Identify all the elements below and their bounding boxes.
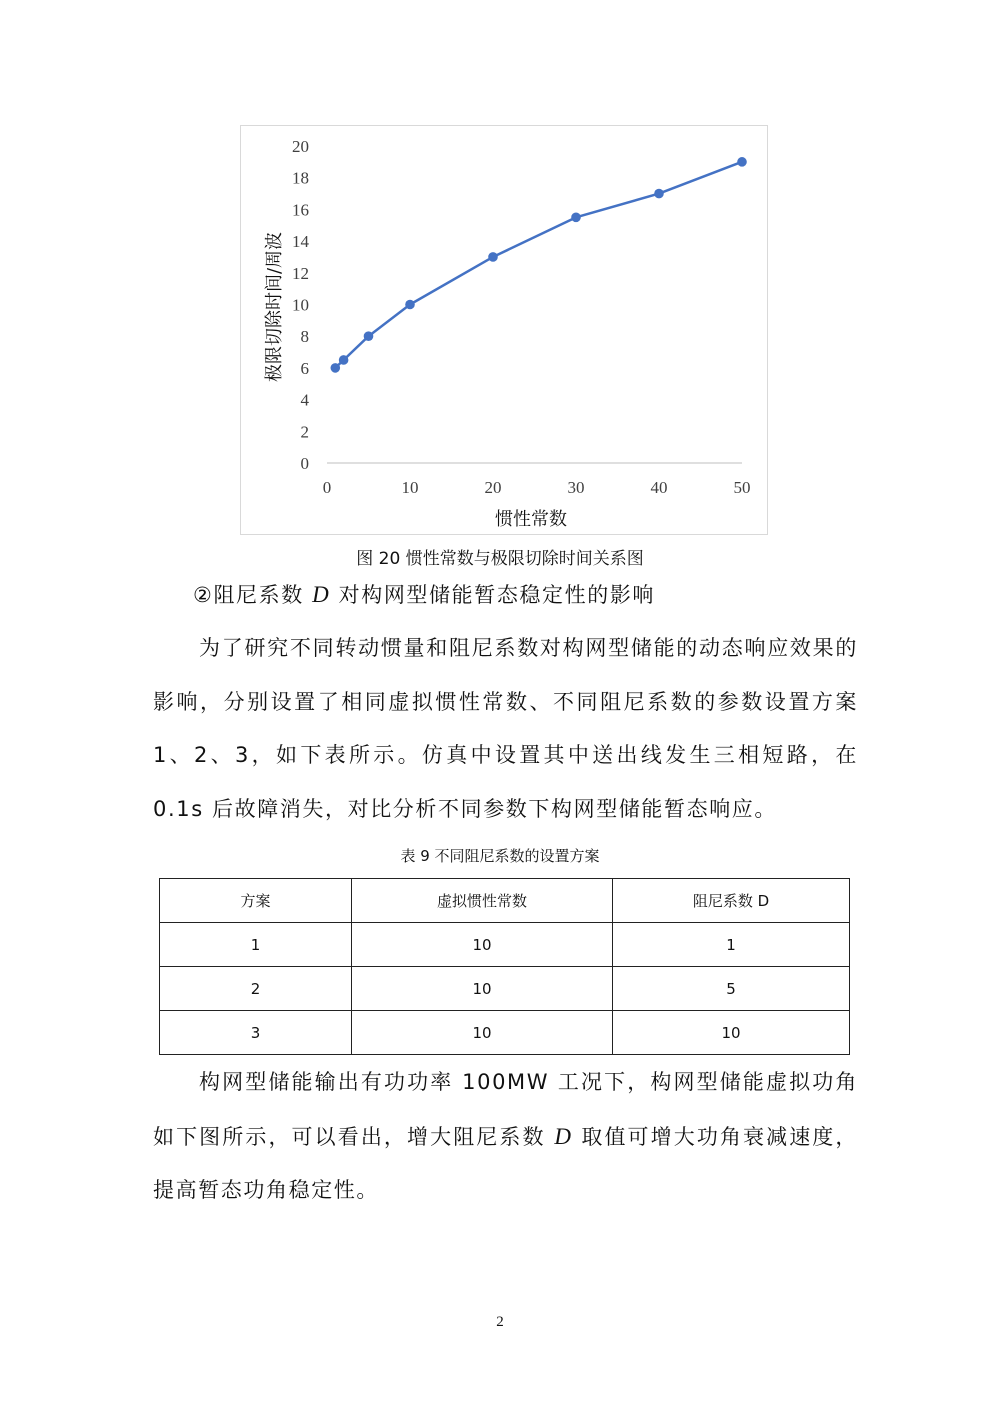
section-heading (153, 568, 858, 623)
y-tick-label: 4 (300, 390, 309, 410)
x-tick-label: 30 (567, 478, 585, 497)
table-header-cell: 虚拟惯性常数 (352, 879, 613, 923)
table-cell: 10 (352, 1011, 613, 1055)
y-tick-label: 14 (292, 232, 309, 252)
line-chart (241, 126, 769, 536)
table-cell: 10 (613, 1011, 850, 1055)
data-point (331, 363, 341, 373)
y-tick-label: 20 (292, 137, 309, 156)
y-tick-label: 8 (300, 327, 309, 347)
paragraph-2-text-a: 构网型储能输出有功功率 100MW 工况下，构网型储能虚拟功角如下图所示，可以看出，增大阻尼系数 (153, 1070, 858, 1149)
section-marker: ② (193, 583, 214, 607)
data-point (737, 157, 747, 167)
y-tick-label: 16 (292, 200, 309, 220)
data-point (364, 331, 374, 341)
x-tick-label: 50 (733, 478, 751, 497)
table-cell: 3 (160, 1011, 352, 1055)
table-header-cell: 阻尼系数 D (613, 879, 850, 923)
paragraph-2-variable: D (554, 1123, 573, 1149)
y-tick-label: 0 (300, 454, 309, 473)
y-tick-label: 18 (292, 168, 309, 188)
data-point (339, 355, 349, 365)
y-tick-label: 12 (292, 263, 309, 283)
data-point (405, 300, 415, 310)
series-line (335, 162, 742, 368)
parameter-table (159, 878, 850, 1055)
table-cell: 1 (160, 923, 352, 967)
y-tick-label: 10 (292, 295, 309, 315)
table-cell: 10 (352, 967, 613, 1011)
table-cell: 10 (352, 923, 613, 967)
table-cell: 1 (613, 923, 850, 967)
section-heading-variable: D (312, 582, 331, 607)
table-header-row (160, 879, 850, 923)
chart-frame (240, 125, 768, 535)
data-point (571, 213, 581, 223)
y-axis-title: 极限切除时间/周波 (264, 231, 285, 383)
x-axis-title: 惯性常数 (495, 509, 567, 530)
x-tick-label: 0 (322, 478, 332, 497)
x-tick-label: 20 (484, 478, 502, 497)
paragraph-1: 为了研究不同转动惯量和阻尼系数对构网型储能的动态响应效果的影响，分别设置了相同虚拟惯性常数、不同阻尼系数的参数设置方案 1、2、3，如下表所示。仿真中设置其中送出线发生三相短路，在 0.1s 后故障消失，对比分析不同参数下构网型储能暂态响应。 (153, 636, 858, 821)
y-tick-label: 6 (300, 358, 309, 378)
figure-caption: 图 20 惯性常数与极限切除时间关系图 (356, 549, 644, 569)
table-header-cell: 方案 (160, 879, 352, 923)
paragraph-2-text-b: 取值可增大功角衰减速度，提高暂态功角稳定性。 (153, 1124, 858, 1202)
table-caption: 表 9 不同阻尼系数的设置方案 (400, 847, 600, 865)
table-cell: 5 (613, 967, 850, 1011)
data-point (488, 252, 498, 262)
x-tick-label: 40 (650, 478, 668, 497)
section-heading-text-a: 阻尼系数 (213, 583, 313, 607)
data-point (654, 189, 664, 199)
table-cell: 2 (160, 967, 352, 1011)
x-tick-label: 10 (401, 478, 419, 497)
table-row (160, 1011, 850, 1055)
paragraph-2 (153, 1056, 858, 1218)
page-number: 2 (496, 1314, 504, 1330)
section-heading-text-b: 对构网型储能暂态稳定性的影响 (330, 583, 656, 607)
table-row (160, 923, 850, 967)
table-row (160, 967, 850, 1011)
y-tick-label: 2 (300, 422, 309, 442)
